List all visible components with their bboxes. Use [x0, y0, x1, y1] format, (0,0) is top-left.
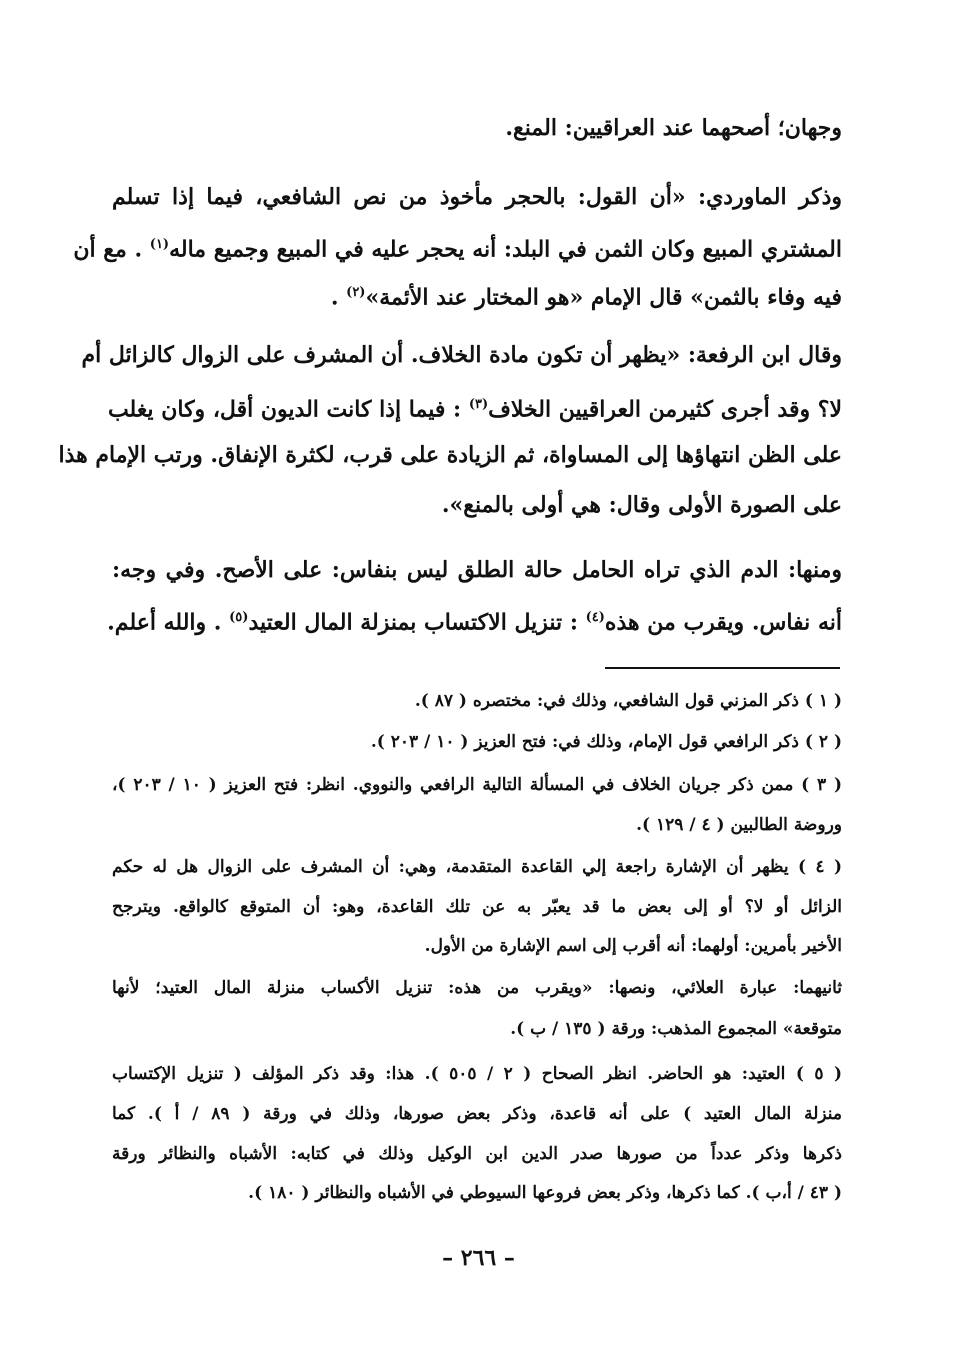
footnote-ref[interactable]: (٣) — [468, 397, 489, 412]
footnote-line: ( ٢ ) ذكر الرافعي قول الإمام، وذلك في: فتح العزيز ( ١٠ / ٢٠٣ ). — [370, 732, 842, 752]
body-line: على الظن انتهاؤها إلى المساواة، ثم الزيادة على قرب، لكثرة الإنفاق. ورتب الإمام هذا — [58, 442, 842, 468]
footnote-line: ( ٥ ) العتيد: هو الحاضر. انظر الصحاح ( ٢ / ٥٠٥ ). هذا: وقد ذكر المؤلف ( تنزيل الإكتساب — [112, 1064, 843, 1084]
body-line: وقال ابن الرفعة: «يظهر أن تكون مادة الخلاف. أن المشرف على الزوال كالزائل أم — [81, 342, 842, 368]
body-line: أنه نفاس. ويقرب من هذه$^{(٤)}$ : تنزيل الاكتساب بمنزلة المال العتيد$^{(٥)}$ . والله أعلم. — [107, 609, 842, 636]
footnote-line: ( ٣ ) ممن ذكر جريان الخلاف في المسألة التالية الرافعي والنووي. انظر: فتح العزيز ( ١٠ / ٢٠٣ )، — [112, 775, 843, 795]
body-line: فيه وفاء بالثمن» قال الإمام «هو المختار عند الأئمة»$^{(٢)}$ . — [330, 284, 842, 311]
footnote-line: وروضة الطالبين ( ٤ / ١٢٩ ). — [636, 815, 842, 835]
footnote-line: ( ١ ) ذكر المزني قول الشافعي، وذلك في: مختصره ( ٨٧ ). — [414, 691, 842, 711]
body-line: ومنها: الدم الذي تراه الحامل حالة الطلق ليس بنفاس: على الأصح. وفي وجه: — [112, 557, 842, 583]
footnote-line: ثانيهما: عبارة العلائي، ونصها: «ويقرب من هذه: تنزيل الأكساب منزلة المال العتيد؛ لأنها — [112, 978, 842, 998]
footnote-line: ( ٤ ) يظهر أن الإشارة راجعة إلي القاعدة المتقدمة، وهي: أن المشرف على الزوال هل له حكم — [112, 857, 842, 877]
footnote-ref[interactable]: (٤) — [585, 610, 605, 625]
footnote-ref[interactable]: (٥) — [229, 610, 249, 625]
footnote-line: متوقعة» المجموع المذهب: ورقة ( ١٣٥ / ب ). — [510, 1019, 842, 1039]
footnote-line: منزلة المال العتيد ) على أنه قاعدة، وذكر بعض صورها، وذلك في ورقة ( ٨٩ / أ ). كما — [112, 1104, 843, 1124]
footnote-line: ذكرها وذكر عدداً من صورها صدر الدين ابن الوكيل وذلك في كتابه: الأشباه والنظائر ورقة — [112, 1144, 842, 1164]
footnote-line: الزائل أو لا؟ أو إلى بعض ما قد يعبّر به عن تلك القاعدة، وهو: أن المتوقع كالواقع. ويترجح — [112, 897, 842, 917]
body-line: على الصورة الأولى وقال: هي أولى بالمنع». — [441, 492, 842, 518]
footnote-line: الأخير بأمرين: أولهما: أنه أقرب إلى اسم الإشارة من الأول. — [424, 936, 842, 956]
body-line: وذكر الماوردي: «أن القول: بالحجر مأخوذ من نص الشافعي، فيما إذا تسلم — [112, 184, 842, 210]
footnote-ref[interactable]: (١) — [149, 237, 170, 252]
footnote-line: ( ٤٣ / أ،ب ). كما ذكرها، وذكر بعض فروعها السيوطي في الأشباه والنظائر ( ١٨٠ ). — [248, 1183, 842, 1203]
body-line: لا؟ وقد أجرى كثيرمن العراقيين الخلاف$^{(٣)}$ : فيما إذا كانت الديون أقل، وكان يغلب — [107, 396, 842, 423]
footnote-ref[interactable]: (٢) — [346, 285, 366, 300]
footnote-separator — [605, 667, 840, 669]
body-line: وجهان؛ أصحهما عند العراقيين: المنع. — [505, 115, 842, 141]
page-number: – ٢٦٦ – — [442, 1245, 515, 1271]
body-line: المشتري المبيع وكان الثمن في البلد: أنه يحجر عليه في المبيع وجميع ماله$^{(١)}$ . مع أن — [73, 236, 842, 263]
